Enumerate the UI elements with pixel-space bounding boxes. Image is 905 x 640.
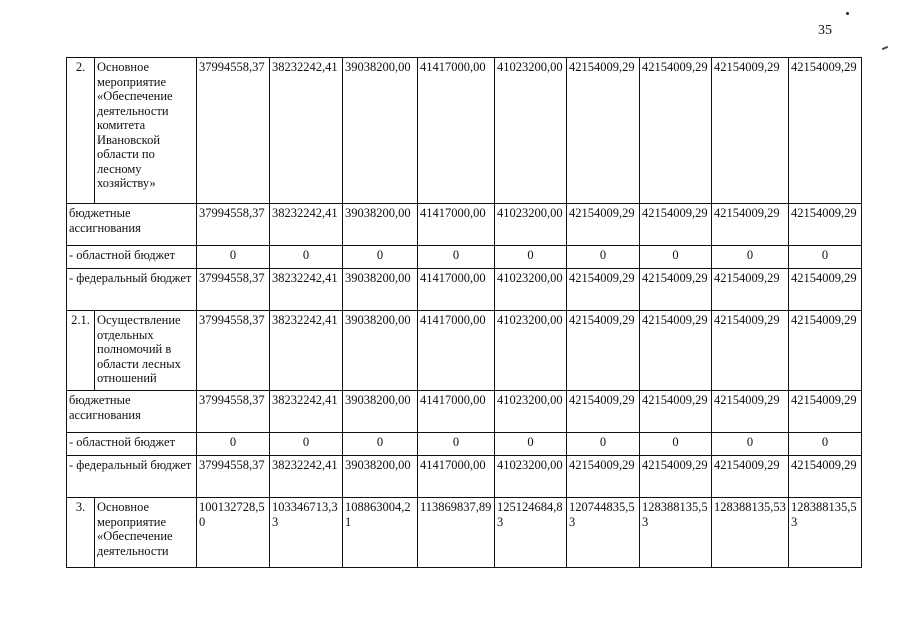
value-cell: 42154009,29 [640,58,712,204]
scan-speck [846,12,849,15]
value-cell: 38232242,41 [270,58,343,204]
value-cell: 41023200,00 [495,391,567,433]
value-cell: 42154009,29 [789,456,862,498]
funding-label: бюджетные ассигнования [67,204,197,246]
value-cell: 0 [567,246,640,269]
value-cell: 128388135,53 [640,498,712,568]
funding-label: бюджетные ассигнования [67,391,197,433]
value-cell: 128388135,53 [712,498,789,568]
value-cell: 37994558,37 [197,311,270,391]
value-cell: 0 [789,246,862,269]
value-cell: 39038200,00 [343,58,418,204]
value-cell: 42154009,29 [712,269,789,311]
value-cell: 0 [640,433,712,456]
value-cell: 41023200,00 [495,58,567,204]
table-row [67,269,862,311]
value-cell: 113869837,89 [418,498,495,568]
value-cell: 42154009,29 [567,204,640,246]
table-row [67,498,862,568]
funding-label: - федеральный бюджет [67,456,197,498]
value-cell: 42154009,29 [640,269,712,311]
value-cell: 42154009,29 [789,204,862,246]
value-cell: 42154009,29 [640,204,712,246]
value-cell: 41417000,00 [418,269,495,311]
value-cell: 0 [197,246,270,269]
activity-title: Основное мероприятие «Обеспечение деятельности [95,498,197,568]
value-cell: 42154009,29 [640,456,712,498]
value-cell: 39038200,00 [343,391,418,433]
value-cell: 38232242,41 [270,269,343,311]
value-cell: 0 [270,246,343,269]
value-cell: 42154009,29 [789,311,862,391]
table-row [67,456,862,498]
value-cell: 42154009,29 [712,311,789,391]
value-cell: 38232242,41 [270,311,343,391]
value-cell: 42154009,29 [640,391,712,433]
value-cell: 42154009,29 [789,269,862,311]
value-cell: 37994558,37 [197,204,270,246]
budget-table [66,57,862,568]
value-cell: 41417000,00 [418,456,495,498]
value-cell: 41023200,00 [495,311,567,391]
value-cell: 38232242,41 [270,391,343,433]
value-cell: 108863004,21 [343,498,418,568]
value-cell: 42154009,29 [567,311,640,391]
value-cell: 100132728,50 [197,498,270,568]
value-cell: 0 [567,433,640,456]
value-cell: 39038200,00 [343,269,418,311]
value-cell: 42154009,29 [712,456,789,498]
value-cell: 38232242,41 [270,456,343,498]
table-body [67,58,862,568]
value-cell: 41023200,00 [495,456,567,498]
value-cell: 42154009,29 [567,269,640,311]
row-number: 2. [67,58,95,204]
activity-title: Основное мероприятие «Обеспечение деятельности комитета Ивановской области по лесному хозяйству» [95,58,197,204]
value-cell: 0 [495,433,567,456]
table-row [67,58,862,204]
funding-label: - областной бюджет [67,433,197,456]
value-cell: 0 [640,246,712,269]
table-row [67,204,862,246]
table-row [67,311,862,391]
funding-label: - федеральный бюджет [67,269,197,311]
table-row [67,433,862,456]
value-cell: 38232242,41 [270,204,343,246]
value-cell: 128388135,53 [789,498,862,568]
value-cell: 0 [789,433,862,456]
table-row [67,391,862,433]
row-number: 2.1. [67,311,95,391]
value-cell: 42154009,29 [567,456,640,498]
value-cell: 0 [343,433,418,456]
value-cell: 42154009,29 [789,391,862,433]
value-cell: 37994558,37 [197,269,270,311]
value-cell: 39038200,00 [343,204,418,246]
value-cell: 41023200,00 [495,269,567,311]
value-cell: 0 [712,433,789,456]
value-cell: 42154009,29 [640,311,712,391]
value-cell: 39038200,00 [343,311,418,391]
value-cell: 37994558,37 [197,391,270,433]
value-cell: 42154009,29 [567,391,640,433]
row-number: 3. [67,498,95,568]
value-cell: 0 [270,433,343,456]
value-cell: 37994558,37 [197,456,270,498]
value-cell: 42154009,29 [712,58,789,204]
value-cell: 0 [495,246,567,269]
value-cell: 42154009,29 [567,58,640,204]
value-cell: 42154009,29 [712,391,789,433]
value-cell: 0 [343,246,418,269]
scan-speck [882,46,888,50]
value-cell: 42154009,29 [712,204,789,246]
value-cell: 125124684,83 [495,498,567,568]
value-cell: 37994558,37 [197,58,270,204]
value-cell: 0 [418,433,495,456]
value-cell: 120744835,53 [567,498,640,568]
value-cell: 41023200,00 [495,204,567,246]
page-number: 35 [818,23,832,38]
value-cell: 0 [712,246,789,269]
value-cell: 41417000,00 [418,311,495,391]
value-cell: 39038200,00 [343,456,418,498]
value-cell: 41417000,00 [418,58,495,204]
value-cell: 41417000,00 [418,204,495,246]
activity-title: Осуществление отдельных полномочий в области лесных отношений [95,311,197,391]
value-cell: 0 [418,246,495,269]
value-cell: 41417000,00 [418,391,495,433]
funding-label: - областной бюджет [67,246,197,269]
value-cell: 0 [197,433,270,456]
table-row [67,246,862,269]
value-cell: 103346713,33 [270,498,343,568]
value-cell: 42154009,29 [789,58,862,204]
